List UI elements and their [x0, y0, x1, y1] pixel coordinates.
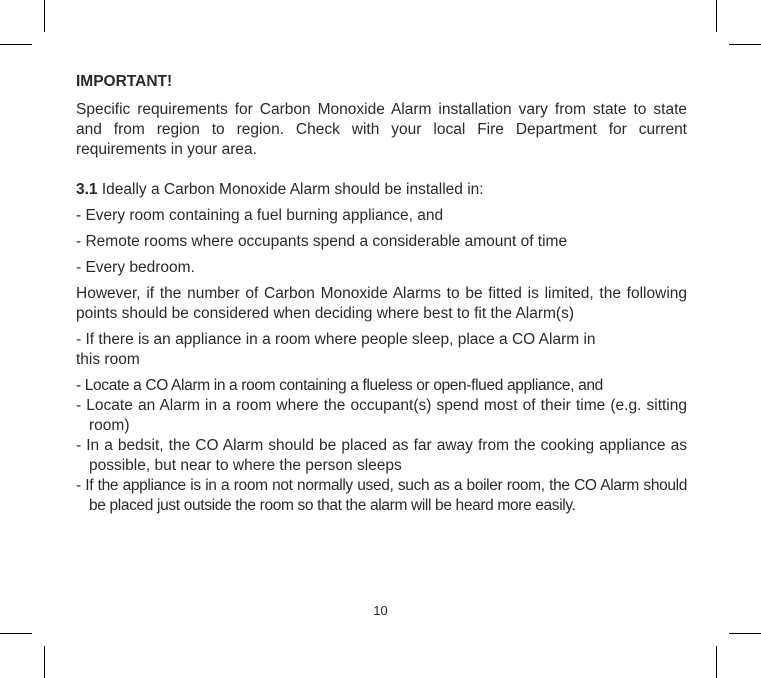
crop-mark-top-right-horizontal [729, 44, 761, 45]
section-title: Ideally a Carbon Monoxide Alarm should be installed in: [97, 181, 484, 198]
point-item: - Locate a CO Alarm in a room containing a flueless or open-flued appliance, and [76, 377, 603, 394]
crop-mark-bottom-right-horizontal [729, 633, 761, 634]
section-number: 3.1 [76, 181, 98, 198]
crop-mark-top-left-horizontal [0, 44, 32, 45]
page-number: 10 [373, 603, 388, 618]
crop-mark-top-left-vertical [44, 0, 45, 32]
crop-mark-bottom-right-vertical [716, 646, 717, 678]
however-paragraph: However, if the number of Carbon Monoxide Alarms to be fitted is limited, the following points should be considered when deciding where best to fit the Alarm(s) [76, 285, 687, 322]
important-heading: IMPORTANT! [76, 73, 173, 90]
point-item: - In a bedsit, the CO Alarm should be placed as far away from the cooking appliance as possible, but near to where the person sleeps [76, 437, 687, 474]
crop-mark-bottom-left-vertical [44, 646, 45, 678]
point-item: - Locate an Alarm in a room where the occupant(s) spend most of their time (e.g. sitting room) [76, 397, 687, 434]
list-item: - Every bedroom. [76, 259, 195, 276]
point-item: - If there is an appliance in a room where people sleep, place a CO Alarm in [76, 331, 596, 348]
section-heading [76, 180, 687, 200]
point-item-continuation: this room [76, 351, 140, 368]
page-content [76, 72, 687, 516]
list-item: - Every room containing a fuel burning appliance, and [76, 207, 444, 224]
point-item: - If the appliance is in a room not normally used, such as a boiler room, the CO Alarm should be placed just outside the room so that the alarm will be heard more easily. [76, 477, 687, 514]
crop-mark-bottom-left-horizontal [0, 633, 32, 634]
intro-paragraph: Specific requirements for Carbon Monoxide Alarm installation vary from state to state and from region to region. Check with your local Fire Department for current requirements in your area. [76, 101, 687, 158]
crop-mark-top-right-vertical [716, 0, 717, 32]
list-item: - Remote rooms where occupants spend a considerable amount of time [76, 233, 568, 250]
